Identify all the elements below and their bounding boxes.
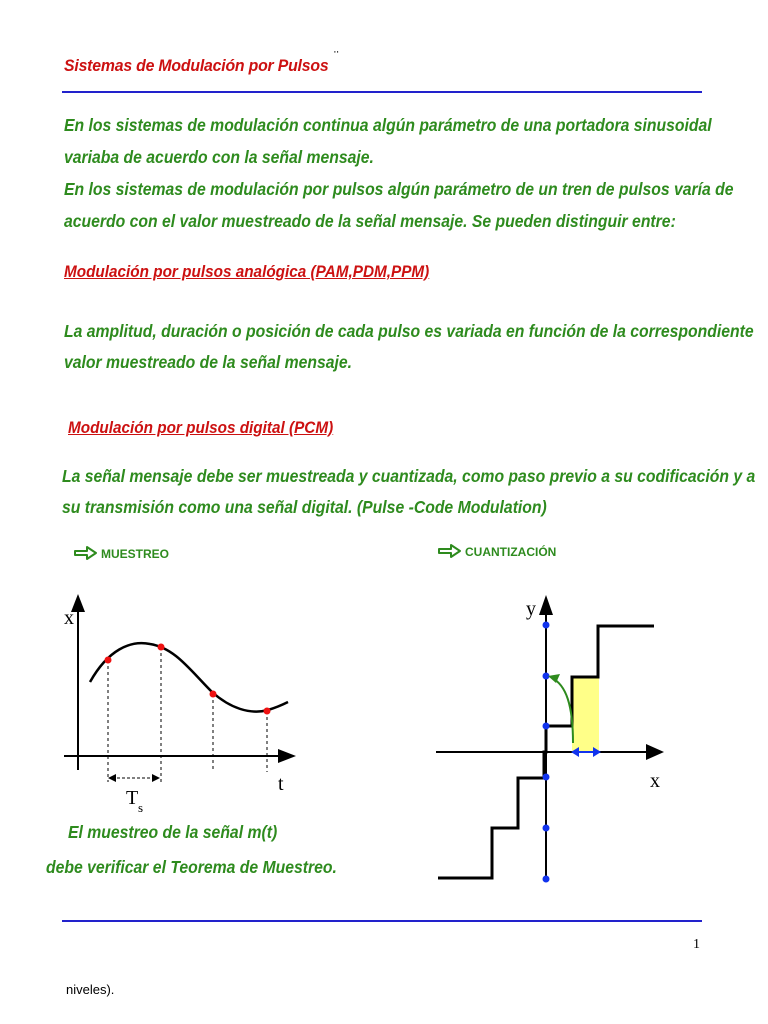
analog-line: La amplitud, duración o posición de cada pulso es variada en función de la correspondiente	[64, 321, 754, 341]
analog-heading: Modulación por pulsos analógica (PAM,PDM,PPM)	[64, 262, 430, 281]
x-axis-label: x	[650, 770, 660, 792]
period-subscript: s	[138, 800, 144, 815]
sample-dot	[210, 691, 217, 698]
level-dot	[543, 622, 550, 629]
sampling-diagram	[50, 590, 310, 830]
level-dot	[543, 825, 550, 832]
footer-text: niveles).	[66, 982, 115, 997]
digital-heading: Modulación por pulsos digital (PCM)	[68, 418, 334, 437]
x-axis-arrow	[278, 749, 296, 763]
level-dot	[543, 876, 550, 883]
period-arrow-right	[152, 774, 160, 782]
sampling-label: MUESTREO	[101, 547, 170, 561]
sample-dot	[105, 657, 112, 664]
intro-line: En los sistemas de modulación continua algún parámetro de una portadora sinusoidal	[64, 115, 712, 135]
sample-dot	[264, 708, 271, 715]
hand-arrow-icon	[74, 546, 98, 560]
period-arrow-left	[108, 774, 116, 782]
sampling-note-line: El muestreo de la señal m(t)	[68, 822, 278, 842]
intro-line: variaba de acuerdo con la señal mensaje.	[64, 147, 374, 167]
y-axis-label: x	[64, 607, 74, 629]
digital-line: su transmisión como una señal digital. (Pulse -Code Modulation)	[62, 497, 547, 517]
digital-line: La señal mensaje debe ser muestreada y cuantizada, como paso previo a su codificación y a	[62, 466, 756, 486]
period-label: T	[126, 787, 139, 809]
analog-line: valor muestreado de la señal mensaje.	[64, 352, 353, 372]
level-dot	[543, 723, 550, 730]
x-axis-arrow	[646, 744, 664, 760]
y-axis-label: y	[526, 598, 536, 620]
quantization-diagram	[430, 585, 690, 885]
top-divider	[62, 91, 702, 93]
quantization-label: CUANTIZACIÓN	[465, 545, 557, 559]
hand-arrow-icon	[438, 544, 462, 558]
title-marks: ¨	[334, 48, 339, 64]
bottom-divider	[62, 920, 702, 922]
rounding-arrow	[552, 678, 573, 743]
y-axis-arrow	[539, 595, 553, 615]
page-number: 1	[693, 937, 700, 952]
sample-dot	[158, 644, 165, 651]
signal-curve	[90, 643, 288, 711]
sampling-note-line: debe verificar el Teorema de Muestreo.	[46, 857, 337, 877]
page-title: Sistemas de Modulación por Pulsos	[64, 56, 329, 75]
intro-line: En los sistemas de modulación por pulsos algún parámetro de un tren de pulsos varía de	[64, 179, 734, 199]
intro-line: acuerdo con el valor muestreado de la señal mensaje. Se pueden distinguir entre:	[64, 211, 676, 231]
level-dot	[543, 774, 550, 781]
x-axis-label: t	[278, 773, 284, 795]
quantization-interval-highlight	[572, 677, 599, 751]
